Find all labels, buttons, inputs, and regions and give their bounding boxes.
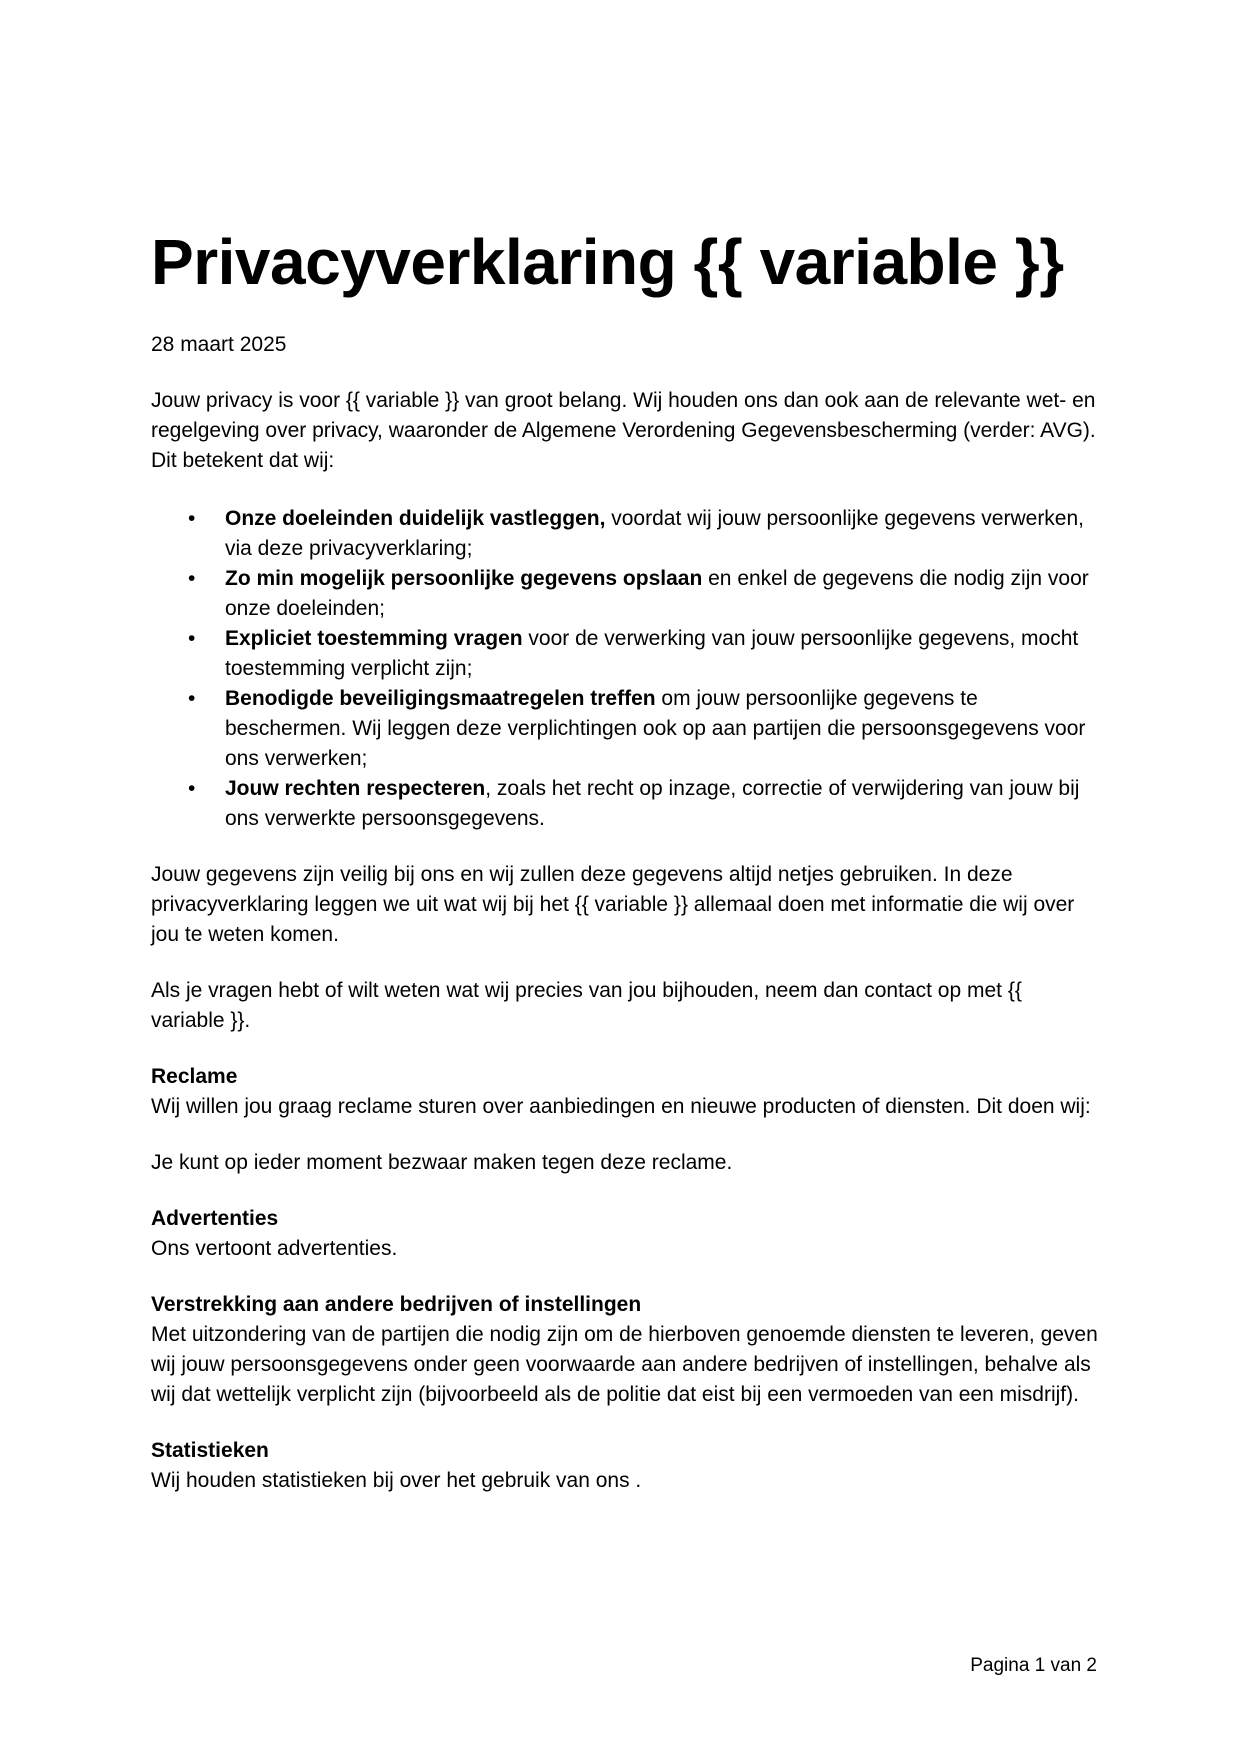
- bullet-icon: •: [188, 687, 196, 710]
- obligation-bold: Jouw rechten respecteren: [225, 777, 486, 800]
- obligation-bold: Onze doeleinden duidelijk vastleggen,: [225, 507, 606, 530]
- document-date: 28 maart 2025: [151, 333, 287, 356]
- document-title: Privacyverklaring {{ variable }}: [151, 226, 1064, 298]
- reclame-objection: Je kunt op ieder moment bezwaar maken tegen deze reclame.: [151, 1151, 733, 1174]
- list-item: [188, 624, 1101, 684]
- safe-paragraph: Jouw gegevens zijn veilig bij ons en wij zullen deze gegevens altijd netjes gebruiken. In deze privacyverklaring leggen we uit wat wij bij het {{ variable }} allemaal doen met informatie die wij over jou te weten komen.: [151, 863, 1075, 946]
- document-page: [151, 222, 1101, 1496]
- contact-paragraph: Als je vragen hebt of wilt weten wat wij precies van jou bijhouden, neem dan contact op met {{ variable }}.: [151, 979, 1022, 1032]
- obligations-list: [151, 504, 1101, 834]
- advertenties-text: Ons vertoont advertenties.: [151, 1237, 398, 1260]
- section-heading-reclame: Reclame: [151, 1065, 238, 1088]
- obligation-text: voordat wij jouw persoonlijke gegevens verwerken, via deze privacyverklaring;: [225, 507, 1085, 560]
- list-item: [188, 504, 1101, 564]
- obligation-text: voor de verwerking van jouw persoonlijke gegevens, mocht toestemming verplicht zijn;: [225, 627, 1079, 680]
- bullet-icon: •: [188, 567, 196, 590]
- intro-paragraph: Jouw privacy is voor {{ variable }} van groot belang. Wij houden ons dan ook aan de relevante wet- en regelgeving over privacy, waaronder de Algemene Verordening Gegevensbescherming (verder: AVG). Dit betekent dat wij:: [151, 389, 1096, 472]
- obligation-text: , zoals het recht op inzage, correctie of verwijdering van jouw bij ons verwerkte persoonsgegevens.: [225, 777, 1080, 830]
- section-heading-advertenties: Advertenties: [151, 1207, 279, 1230]
- obligation-text: en enkel de gegevens die nodig zijn voor onze doeleinden;: [225, 567, 1089, 620]
- bullet-icon: •: [188, 507, 196, 530]
- list-item: [188, 684, 1101, 774]
- reclame-text: Wij willen jou graag reclame sturen over aanbiedingen en nieuwe producten of diensten. Dit doen wij:: [151, 1095, 1091, 1118]
- verstrekking-text: Met uitzondering van de partijen die nodig zijn om de hierboven genoemde diensten te leveren, geven wij jouw persoonsgegevens onder geen voorwaarde aan andere bedrijven of instellingen, behalve als wij dat wettelijk verplicht zijn (bijvoorbeeld als de politie dat eist bij een vermoeden van een misdrijf).: [151, 1323, 1098, 1406]
- page-number-footer: Pagina 1 van 2: [970, 1655, 1097, 1676]
- list-item: [188, 564, 1101, 624]
- list-item: [188, 774, 1101, 834]
- obligation-bold: Zo min mogelijk persoonlijke gegevens opslaan: [225, 567, 703, 590]
- bullet-icon: •: [188, 627, 196, 650]
- section-heading-verstrekking: Verstrekking aan andere bedrijven of instellingen: [151, 1293, 642, 1316]
- section-heading-statistieken: Statistieken: [151, 1439, 269, 1462]
- obligation-bold: Benodigde beveiligingsmaatregelen treffen: [225, 687, 656, 710]
- bullet-icon: •: [188, 777, 196, 800]
- obligation-text: om jouw persoonlijke gegevens te beschermen. Wij leggen deze verplichtingen ook op aan partijen die persoonsgegevens voor ons verwerken;: [225, 687, 1086, 770]
- statistieken-text: Wij houden statistieken bij over het gebruik van ons .: [151, 1469, 642, 1492]
- obligation-bold: Expliciet toestemming vragen: [225, 627, 523, 650]
